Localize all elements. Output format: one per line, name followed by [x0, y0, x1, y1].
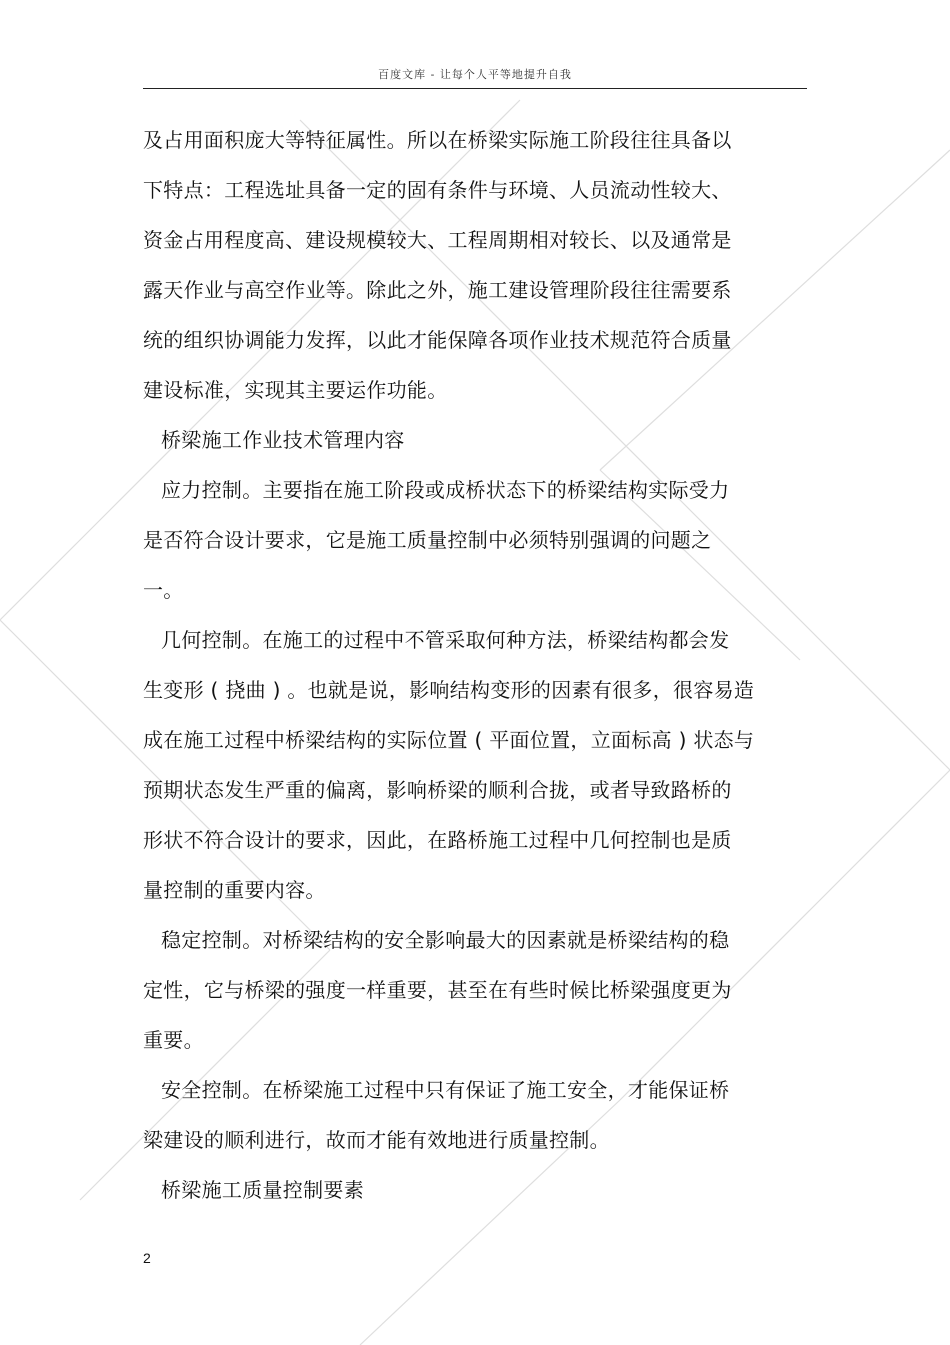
text-line: 重要。 [143, 1028, 204, 1052]
text-line: 生变形 ( 挠曲 ) 。也就是说，影响结构变形的因素有很多，很容易造 [143, 678, 755, 702]
text-line: 量控制的重要内容。 [143, 878, 326, 902]
text-line: 及占用面积庞大等特征属性。所以在桥梁实际施工阶段往往具备以 [143, 128, 732, 152]
text-line: 统的组织协调能力发挥，以此才能保障各项作业技术规范符合质量 [143, 328, 732, 352]
text-line: 下特点：工程选址具备一定的固有条件与环境、人员流动性较大、 [143, 178, 732, 202]
text-line: 定性，它与桥梁的强度一样重要，甚至在有些时候比桥梁强度更为 [143, 978, 732, 1002]
text-line: 是否符合设计要求，它是施工质量控制中必须特别强调的问题之 [143, 528, 712, 552]
text-line: 形状不符合设计的要求，因此，在路桥施工过程中几何控制也是质 [143, 828, 732, 852]
text-line: 成在施工过程中桥梁结构的实际位置 ( 平面位置，立面标高 ) 状态与 [143, 728, 755, 752]
page-number: 2 [143, 1250, 151, 1266]
text-line: 桥梁施工质量控制要素 [161, 1178, 364, 1202]
text-line: 几何控制。在施工的过程中不管采取何种方法，桥梁结构都会发 [161, 628, 730, 652]
text-line: 安全控制。在桥梁施工过程中只有保证了施工安全，才能保证桥 [161, 1078, 730, 1102]
text-line: 一。 [143, 578, 184, 602]
text-line: 露天作业与高空作业等。除此之外，施工建设管理阶段往往需要系 [143, 278, 732, 302]
text-line: 建设标准，实现其主要运作功能。 [143, 378, 448, 402]
text-line: 梁建设的顺利进行，故而才能有效地进行质量控制。 [143, 1128, 610, 1152]
header-text: 百度文库 - 让每个人平等地提升自我 [378, 68, 572, 81]
text-line: 预期状态发生严重的偏离，影响桥梁的顺利合拢，或者导致路桥的 [143, 778, 732, 802]
text-line: 应力控制。主要指在施工阶段或成桥状态下的桥梁结构实际受力 [161, 478, 730, 502]
text-line: 资金占用程度高、建设规模较大、工程周期相对较长、以及通常是 [143, 228, 732, 252]
text-line: 稳定控制。对桥梁结构的安全影响最大的因素就是桥梁结构的稳 [161, 928, 730, 952]
text-line: 桥梁施工作业技术管理内容 [161, 428, 405, 452]
document-body [143, 122, 803, 1222]
page-header [143, 66, 807, 89]
